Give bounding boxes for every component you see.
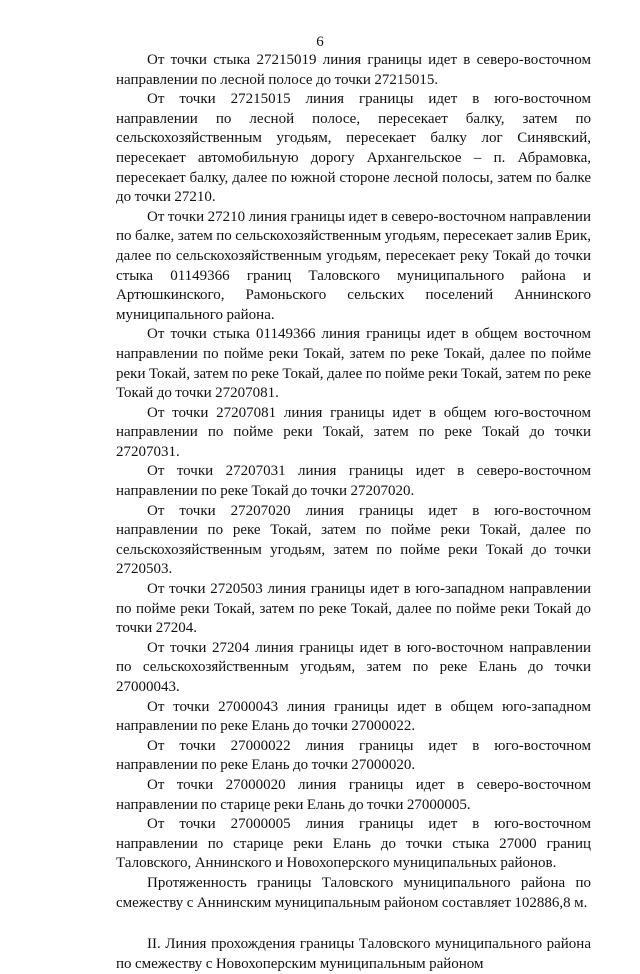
section-heading: II. Линия прохождения границы Таловского муниципального района по смежеству с Новохоперским муниципальным районом (116, 936, 591, 972)
paragraph-total-length: Протяженность границы Таловского муниципального района по смежеству с Аннинским муниципальным районом составляет 102886,8 м. (116, 874, 591, 911)
page-number: 6 (316, 34, 324, 50)
document-body (116, 51, 591, 974)
paragraph-5: От точки 27207081 линия границы идет в общем юго-восточном направлении по пойме реки Токай, затем по реке Токай до точки 27207031. (116, 404, 591, 460)
paragraph-11: От точки 27000022 линия границы идет в юго-восточном направлении по реке Елань до точки 27000020. (116, 737, 591, 774)
paragraph-10: От точки 27000043 линия границы идет в общем юго-западном направлении по реке Елань до точки 27000022. (116, 698, 591, 735)
paragraph-8: От точки 2720503 линия границы идет в юго-западном направлении по пойме реки Токай, затем по реке Токай, далее по пойме реки Токай до точки 27204. (116, 581, 591, 637)
paragraph-7: От точки 27207020 линия границы идет в юго-восточном направлении по реке Токай, затем по пойме реки Токай, далее по сельскохозяйственным угодьям, затем по пойме реки Токай до точки 2720503. (116, 502, 591, 578)
paragraph-1: От точки стыка 27215019 линия границы идет в северо-восточном направлении по лесной полосе до точки 27215015. (116, 52, 591, 88)
paragraph-6: От точки 27207031 линия границы идет в северо-восточном направлении по реке Токай до точки 27207020. (116, 463, 591, 500)
paragraph-4: От точки стыка 01149366 линия границы идет в общем восточном направлении по пойме реки Токай, затем по реке Токай, далее по пойме реки Токай, затем по реке Токай, далее по пойме реки Токай, затем по реке Токай до точки 27207081. (116, 326, 591, 402)
paragraph-2: От точки 27215015 линия границы идет в юго-восточном направлении по лесной полосе, пересекает балку, затем по сельскохозяйственным угодьям, пересекает балку лог Синявский, пересекает автомобильную дорогу Архангельское – п. Абрамовка, пересекает балку, далее по южной стороне лесной полосы, затем по балке до точки 27210. (116, 91, 591, 206)
paragraph-3: От точки 27210 линия границы идет в северо-восточном направлении по балке, затем по сельскохозяйственным угодьям, пересекает залив Ерик, далее по сельскохозяйственным угодьям, пересекает реку Токай до точки стыка 01149366 границ Таловского муниципального района и Артюшкинского, Рамоньского сельских поселений Аннинского муниципального района. (116, 208, 591, 323)
paragraph-12: От точки 27000020 линия границы идет в северо-восточном направлении по старице реки Елань до точки 27000005. (116, 776, 591, 813)
paragraph-13: От точки 27000005 линия границы идет в юго-восточном направлении по старице реки Елань до точки стыка 27000 границ Таловского, Аннинского и Новохоперского муниципальных районов. (116, 816, 591, 872)
paragraph-9: От точки 27204 линия границы идет в юго-восточном направлении по сельскохозяйственным угодьям, затем по реке Елань до точки 27000043. (116, 639, 591, 695)
section-spacer (116, 913, 591, 935)
